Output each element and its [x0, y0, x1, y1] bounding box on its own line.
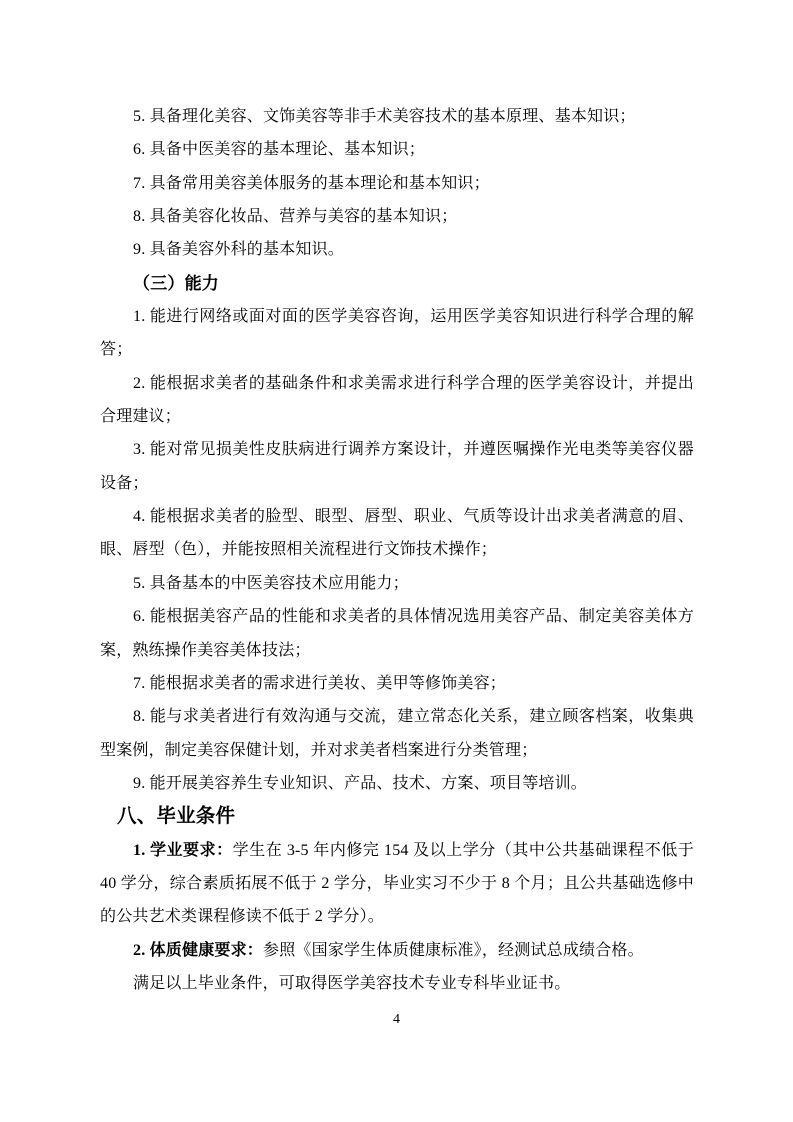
- text-run: 40 学分，综合素质拓展不低于 2 学分，毕业实习不少于 8 个月；且公共基础选修中: [100, 874, 694, 892]
- text-line: [100, 467, 694, 500]
- text-line: [100, 300, 694, 333]
- ability-item-3: [100, 433, 694, 500]
- text-run: 6. 具备中医美容的基本理论、基本知识；: [133, 141, 426, 159]
- text-run: 7. 具备常用美容美体服务的基本理论和基本知识；: [133, 174, 490, 192]
- text-line: [100, 567, 694, 600]
- text-line: [100, 167, 694, 200]
- text-run: 8. 具备美容化妆品、营养与美容的基本知识；: [133, 208, 458, 226]
- text-run: 5. 具备理化美容、文饰美容等非手术美容技术的基本原理、基本知识；: [133, 108, 636, 125]
- ability-item-1: [100, 300, 694, 367]
- text-line: [100, 200, 694, 233]
- text-run: 的公共艺术类课程修读不低于 2 学分）。: [100, 908, 385, 926]
- text-line: [100, 367, 694, 400]
- list-item-knowledge-6: [100, 133, 694, 166]
- graduation-req-fitness: [100, 934, 694, 967]
- text-run: 设备；: [100, 474, 149, 492]
- text-line: [100, 934, 694, 967]
- text-line: [100, 900, 694, 933]
- text-run: 4. 能根据求美者的脸型、眼型、唇型、职业、气质等设计出求美者满意的眉、: [133, 508, 694, 526]
- list-item-knowledge-8: [100, 200, 694, 233]
- list-item-knowledge-7: [100, 167, 694, 200]
- text-line: [100, 734, 694, 767]
- text-run: 满足以上毕业条件，可取得医学美容技术专业专科毕业证书。: [133, 974, 571, 992]
- text-line: [100, 500, 694, 533]
- text-run: 7. 能根据求美者的需求进行美妆、美甲等修饰美容；: [133, 674, 507, 692]
- graduation-closing: [100, 967, 694, 1000]
- text-run: 学生在 3-5 年内修完 154 及以上学分（其中公共基础课程不低于: [232, 841, 694, 859]
- section-heading-graduation: [100, 800, 694, 833]
- text-line: [100, 267, 694, 300]
- ability-item-8: [100, 700, 694, 767]
- list-item-knowledge-5: [100, 100, 694, 133]
- text-run: 型案例，制定美容保健计划，并对求美者档案进行分类管理；: [100, 741, 538, 759]
- text-run: 2. 能根据求美者的基础条件和求美需求进行科学合理的医学美容设计，并提出: [133, 374, 694, 392]
- ability-item-5: [100, 567, 694, 600]
- text-run: 1. 能进行网络或面对面的医学美容咨询，运用医学美容知识进行科学合理的解: [133, 308, 694, 326]
- text-line: [100, 233, 694, 266]
- subsection-heading-ability: [100, 267, 694, 300]
- text-line: [100, 133, 694, 166]
- text-run: 5. 具备基本的中医美容技术应用能力；: [133, 574, 409, 592]
- text-run: 1. 学业要求：: [133, 841, 233, 859]
- text-line: [100, 867, 694, 900]
- text-run: 案，熟练操作美容美体技法；: [100, 641, 311, 659]
- ability-item-2: [100, 367, 694, 434]
- ability-item-7: [100, 667, 694, 700]
- list-item-knowledge-9: [100, 233, 694, 266]
- text-line: [100, 433, 694, 466]
- text-run: 9. 具备美容外科的基本知识。: [133, 241, 345, 259]
- text-run: 八、毕业条件: [117, 806, 236, 828]
- text-run: 6. 能根据美容产品的性能和求美者的具体情况选用美容产品、制定美容美体方: [133, 608, 694, 626]
- text-run: 眼、唇型（色），并能按照相关流程进行文饰技术操作；: [100, 541, 498, 559]
- text-line: [100, 767, 694, 800]
- page-number: 4: [393, 1012, 400, 1027]
- text-run: 合理建议；: [100, 408, 182, 426]
- text-line: [100, 100, 694, 133]
- text-run: 参照《国家学生体质健康标准》，经测试总成绩合格。: [263, 941, 644, 959]
- text-line: [100, 600, 694, 633]
- text-run: 3. 能对常见损美性皮肤病进行调养方案设计，并遵医嘱操作光电类等美容仪器: [133, 441, 694, 459]
- text-run: （三）能力: [133, 273, 219, 293]
- ability-item-4: [100, 500, 694, 567]
- text-line: [100, 834, 694, 867]
- text-run: 2. 体质健康要求：: [133, 941, 264, 959]
- text-line: [100, 634, 694, 667]
- text-line: [100, 333, 694, 366]
- ability-item-6: [100, 600, 694, 667]
- graduation-req-academic: [100, 834, 694, 934]
- document-content: [100, 100, 694, 1000]
- ability-item-9: [100, 767, 694, 800]
- text-line: [100, 700, 694, 733]
- text-run: 答；: [100, 341, 133, 359]
- text-line: [100, 800, 694, 833]
- text-run: 9. 能开展美容养生专业知识、产品、技术、方案、项目等培训。: [133, 774, 588, 792]
- text-run: 8. 能与求美者进行有效沟通与交流，建立常态化关系，建立顾客档案，收集典: [133, 708, 694, 726]
- text-line: [100, 667, 694, 700]
- text-line: [100, 533, 694, 566]
- text-line: [100, 400, 694, 433]
- text-line: [100, 967, 694, 1000]
